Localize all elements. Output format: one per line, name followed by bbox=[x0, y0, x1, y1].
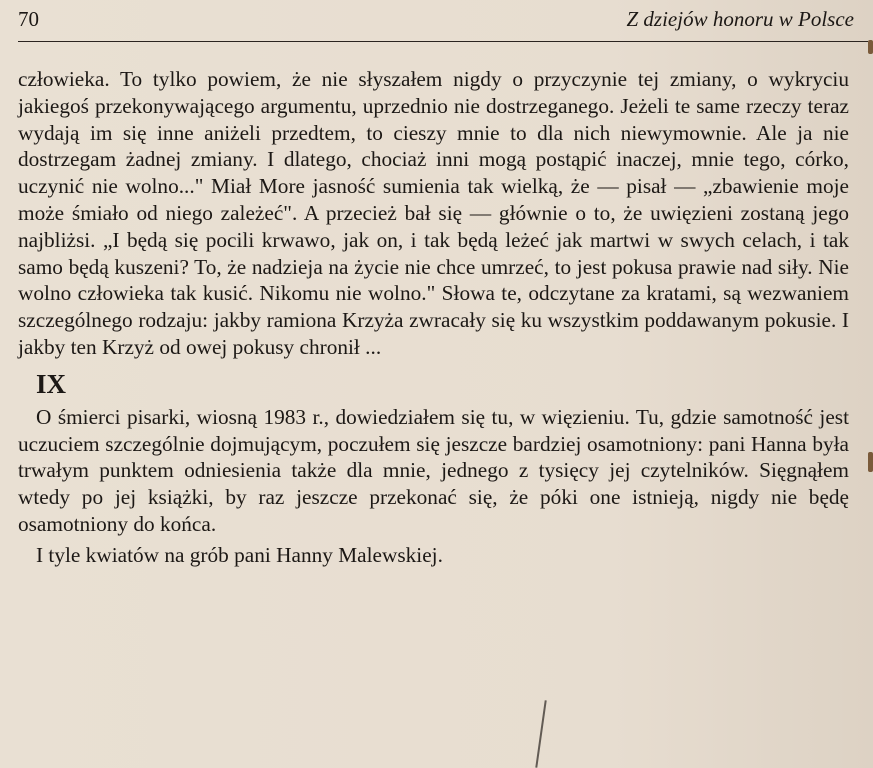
pen-stroke bbox=[535, 700, 546, 768]
running-title: Z dziejów honoru w Polsce bbox=[626, 7, 854, 31]
body-text bbox=[18, 66, 849, 569]
paragraph: O śmierci pisarki, wiosną 1983 r., dowiedziałem się tu, w więzieniu. Tu, gdzie samotność jest uczuciem szczególnie dojmującym, poczułem się jeszcze bardziej osamotniony: pani Hanna była trwałym punktem odniesienia także dla mnie, jednego z tysięcy jej czytelników. Sięgnąłem wtedy po jej książki, by raz jeszcze przekonać się, że póki one istnieją, nigdy nie będę osamotniony do końca. bbox=[18, 404, 849, 536]
paragraph: człowieka. To tylko powiem, że nie słyszałem nigdy o przyczynie tej zmiany, o wykryciu jakiegoś przekonywającego argumentu, uprzednio nie dostrzeganego. Jeżeli te same rzeczy teraz wydają im się inne aniżeli przedtem, to cieszy mnie to dla nich niewymownie. Ale ja nie dostrzegam żadnej zmiany. I dlatego, chociaż inni mogą postąpić inaczej, mnie tego, córko, uczynić nie wolno..." Miał More jasność sumienia tak wielką, że — pisał — „zbawienie moje może śmiało od niego zależeć". A przecież bał się — głównie o to, że uwięzieni zostaną jego najbliżsi. „I będą się pocili krwawo, jak on, i tak będą leżeć jak martwi w swych celach, i tak samo będą kuszeni? To, że nadzieja na życie nie chce umrzeć, to jest pokusa prawie nad siły. Nie wolno człowieka tak kusić. Nikomu nie wolno." Słowa te, odczytane za kratami, są wezwaniem szczególnego rodzaju: jakby ramiona Krzyża zwracały się ku wszystkim poddawanym pokusie. I jakby ten Krzyż od owej pokusy chronił ... bbox=[18, 67, 849, 359]
paragraph: I tyle kwiatów na grób pani Hanny Malewskiej. bbox=[36, 542, 443, 567]
header-rule bbox=[18, 41, 868, 42]
chapter-heading: IX bbox=[36, 368, 67, 399]
page-edge-mark bbox=[868, 452, 873, 472]
page-number: 70 bbox=[18, 7, 39, 31]
page-header bbox=[18, 2, 854, 36]
page-edge-mark bbox=[868, 40, 873, 54]
